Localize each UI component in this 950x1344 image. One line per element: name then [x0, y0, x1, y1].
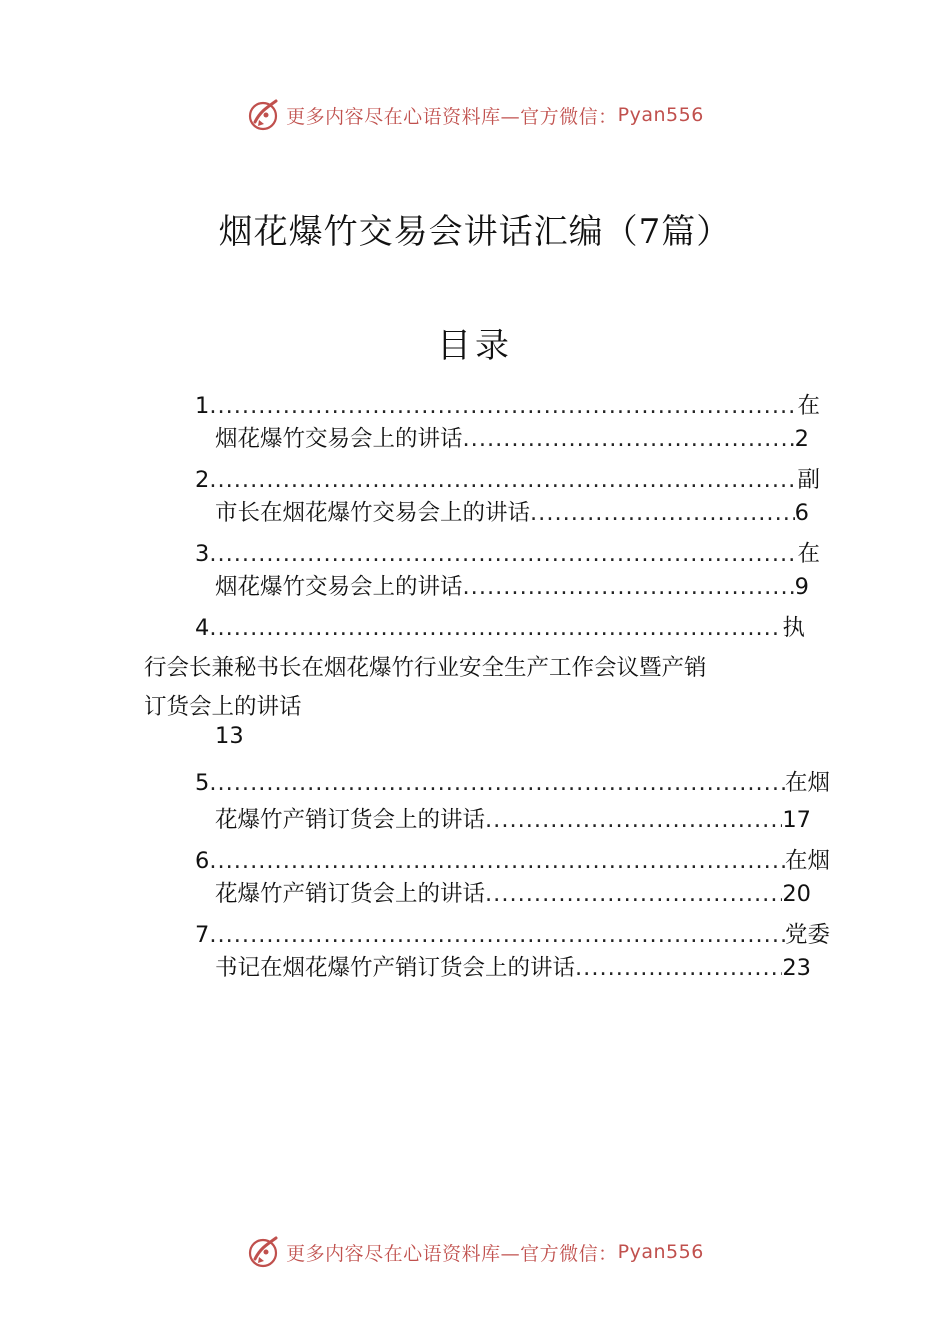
toc-entry-title: 烟花爆竹交易会上的讲话	[215, 426, 463, 452]
document-title: 烟花爆竹交易会讲话汇编（7篇）	[218, 212, 732, 252]
watermark-text: 更多内容尽在心语资料库—官方微信：	[286, 105, 618, 128]
toc-entry-number: 3	[195, 541, 210, 567]
toc-entry-title-start: 在烟	[784, 848, 830, 874]
toc-entry-6-line1[interactable]	[195, 843, 830, 875]
dot-leader	[463, 574, 795, 600]
toc-entry-title: 书记在烟花爆竹产销订货会上的讲话	[215, 955, 576, 981]
toc-entry-4-page[interactable]: 13	[215, 723, 244, 749]
toc-entry-title: 花爆竹产销订货会上的讲话	[215, 881, 486, 907]
toc-entry-number: 7	[195, 922, 210, 948]
toc-entry-1-line1[interactable]	[195, 388, 820, 420]
toc-entry-number: 1	[195, 393, 210, 419]
dot-leader	[209, 615, 782, 641]
dot-leader	[485, 807, 782, 833]
toc-entry-title-start: 党委	[784, 922, 830, 948]
toc-entry-2-line2[interactable]	[215, 495, 809, 527]
toc-entry-title-start: 副	[797, 467, 820, 493]
logo-icon	[246, 1235, 280, 1269]
toc-entry-title: 市长在烟花爆竹交易会上的讲话	[215, 500, 531, 526]
watermark-handle: Pyan556	[617, 1241, 704, 1263]
toc-entry-2-line1[interactable]	[195, 462, 820, 494]
toc-entry-number: 5	[195, 770, 210, 796]
toc-entry-page: 9	[794, 574, 809, 600]
watermark-handle: Pyan556	[617, 104, 704, 126]
toc-entry-title-start: 在	[797, 393, 820, 419]
dot-leader	[575, 955, 782, 981]
toc-heading: 目录	[437, 326, 513, 366]
toc-entry-title-start: 在	[797, 541, 820, 567]
toc-entry-1-line2[interactable]	[215, 421, 809, 453]
toc-entry-page: 2	[794, 426, 809, 452]
toc-entry-5-line2[interactable]	[215, 802, 811, 834]
toc-entry-6-line2[interactable]	[215, 876, 811, 908]
toc-entry-7-line2[interactable]	[215, 950, 811, 982]
toc-entry-number: 2	[195, 467, 210, 493]
toc-entry-number: 6	[195, 848, 210, 874]
toc-entry-title: 烟花爆竹交易会上的讲话	[215, 574, 463, 600]
toc-entry-4-title-line2[interactable]: 行会长兼秘书长在烟花爆竹行业安全生产工作会议暨产销	[144, 655, 707, 681]
toc-entry-3-line2[interactable]	[215, 569, 809, 601]
dot-leader	[463, 426, 795, 452]
toc-entry-page: 17	[782, 807, 811, 833]
dot-leader	[209, 922, 785, 948]
dot-leader	[209, 393, 797, 419]
toc-entry-page: 23	[782, 955, 811, 981]
watermark-text: 更多内容尽在心语资料库—官方微信：	[286, 1242, 618, 1265]
dot-leader	[209, 848, 785, 874]
dot-leader	[530, 500, 795, 526]
toc-entry-page: 6	[794, 500, 809, 526]
toc-entry-number: 4	[195, 615, 210, 641]
toc-entry-4-title-line3[interactable]: 订货会上的讲话	[144, 694, 302, 720]
toc-entry-title-start: 在烟	[784, 770, 830, 796]
toc-entry-page: 20	[782, 881, 811, 907]
toc-entry-3-line1[interactable]	[195, 536, 820, 568]
toc-entry-4-line1[interactable]	[195, 610, 805, 642]
dot-leader	[209, 770, 785, 796]
toc-entry-title-start: 执	[782, 615, 805, 641]
logo-icon	[246, 98, 280, 132]
toc-entry-7-line1[interactable]	[195, 917, 830, 949]
watermark-banner-top	[0, 95, 950, 135]
watermark-banner-bottom	[0, 1232, 950, 1272]
toc-entry-5-line1[interactable]	[195, 765, 830, 797]
toc-entry-title: 花爆竹产销订货会上的讲话	[215, 807, 486, 833]
dot-leader	[209, 467, 797, 493]
dot-leader	[209, 541, 797, 567]
dot-leader	[485, 881, 782, 907]
